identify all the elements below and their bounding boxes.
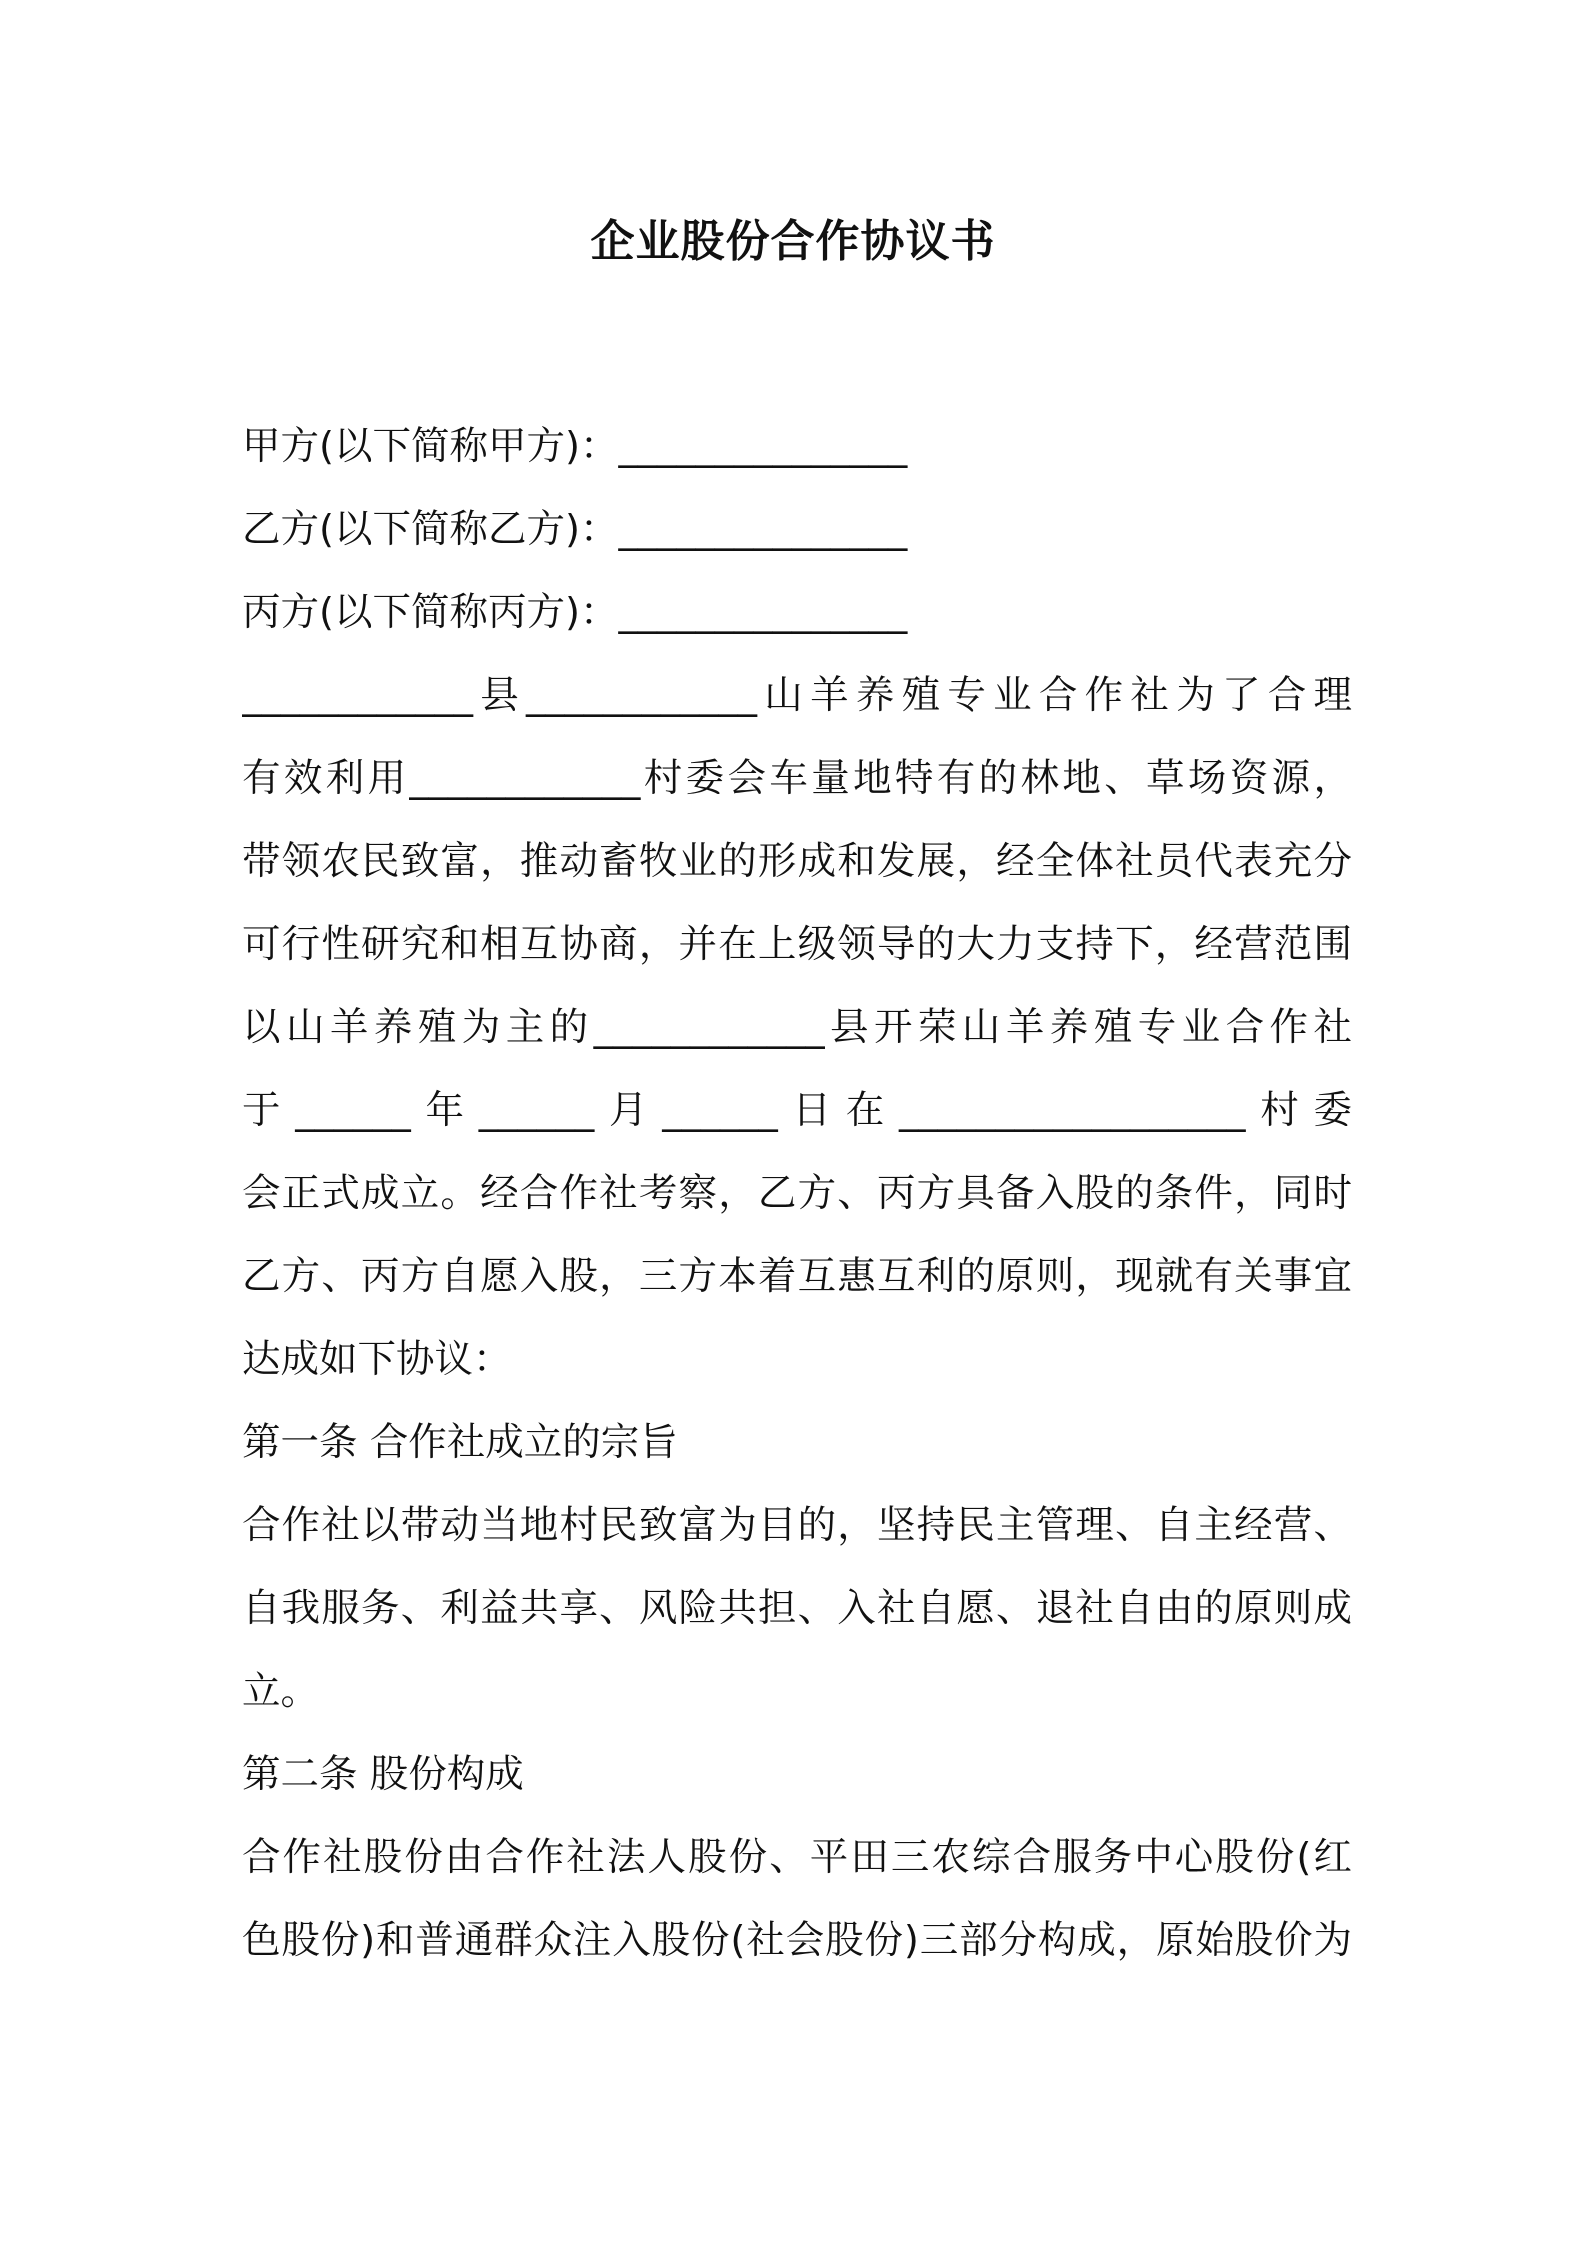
article-2-text-line: 色股份)和普通群众注入股份(社会股份)三部分构成，原始股价为 <box>242 1918 1352 1963</box>
preamble-line: 乙方、丙方自愿入股，三方本着互惠互利的原则，现就有关事宜 <box>242 1254 1352 1299</box>
preamble-line: 达成如下协议： <box>242 1337 512 1382</box>
party-b-line: 乙方(以下简称乙方)：_______________ <box>242 507 908 552</box>
article-2-text-line: 合作社股份由合作社法人股份、平田三农综合服务中心股份(红 <box>242 1835 1352 1880</box>
party-c-line: 丙方(以下简称丙方)：_______________ <box>242 590 908 635</box>
article-1-heading: 第一条 合作社成立的宗旨 <box>242 1420 678 1465</box>
preamble-line: 带领农民致富，推动畜牧业的形成和发展，经全体社员代表充分 <box>242 839 1352 884</box>
article-2-heading: 第二条 股份构成 <box>242 1752 524 1797</box>
document-title: 企业股份合作协议书 <box>590 216 996 267</box>
article-1-text-line: 立。 <box>242 1669 320 1714</box>
article-1-text-line: 自我服务、利益共享、风险共担、入社自愿、退社自由的原则成 <box>242 1586 1352 1631</box>
preamble-line: 会正式成立。经合作社考察，乙方、丙方具备入股的条件，同时 <box>242 1171 1352 1216</box>
preamble-line: 以山羊养殖为主的____________县开荣山羊养殖专业合作社 <box>242 1005 1352 1050</box>
preamble-line: 有效利用____________村委会车量地特有的林地、草场资源， <box>242 756 1352 801</box>
document-body <box>242 405 1352 1982</box>
preamble-line: ____________县____________山羊养殖专业合作社为了合理 <box>242 673 1352 718</box>
preamble-line: 于______年______月______日在__________________村委 <box>242 1088 1352 1133</box>
party-a-line: 甲方(以下简称甲方)：_______________ <box>242 424 908 469</box>
preamble-line: 可行性研究和相互协商，并在上级领导的大力支持下，经营范围 <box>242 922 1352 967</box>
article-1-text-line: 合作社以带动当地村民致富为目的，坚持民主管理、自主经营、 <box>242 1503 1352 1548</box>
